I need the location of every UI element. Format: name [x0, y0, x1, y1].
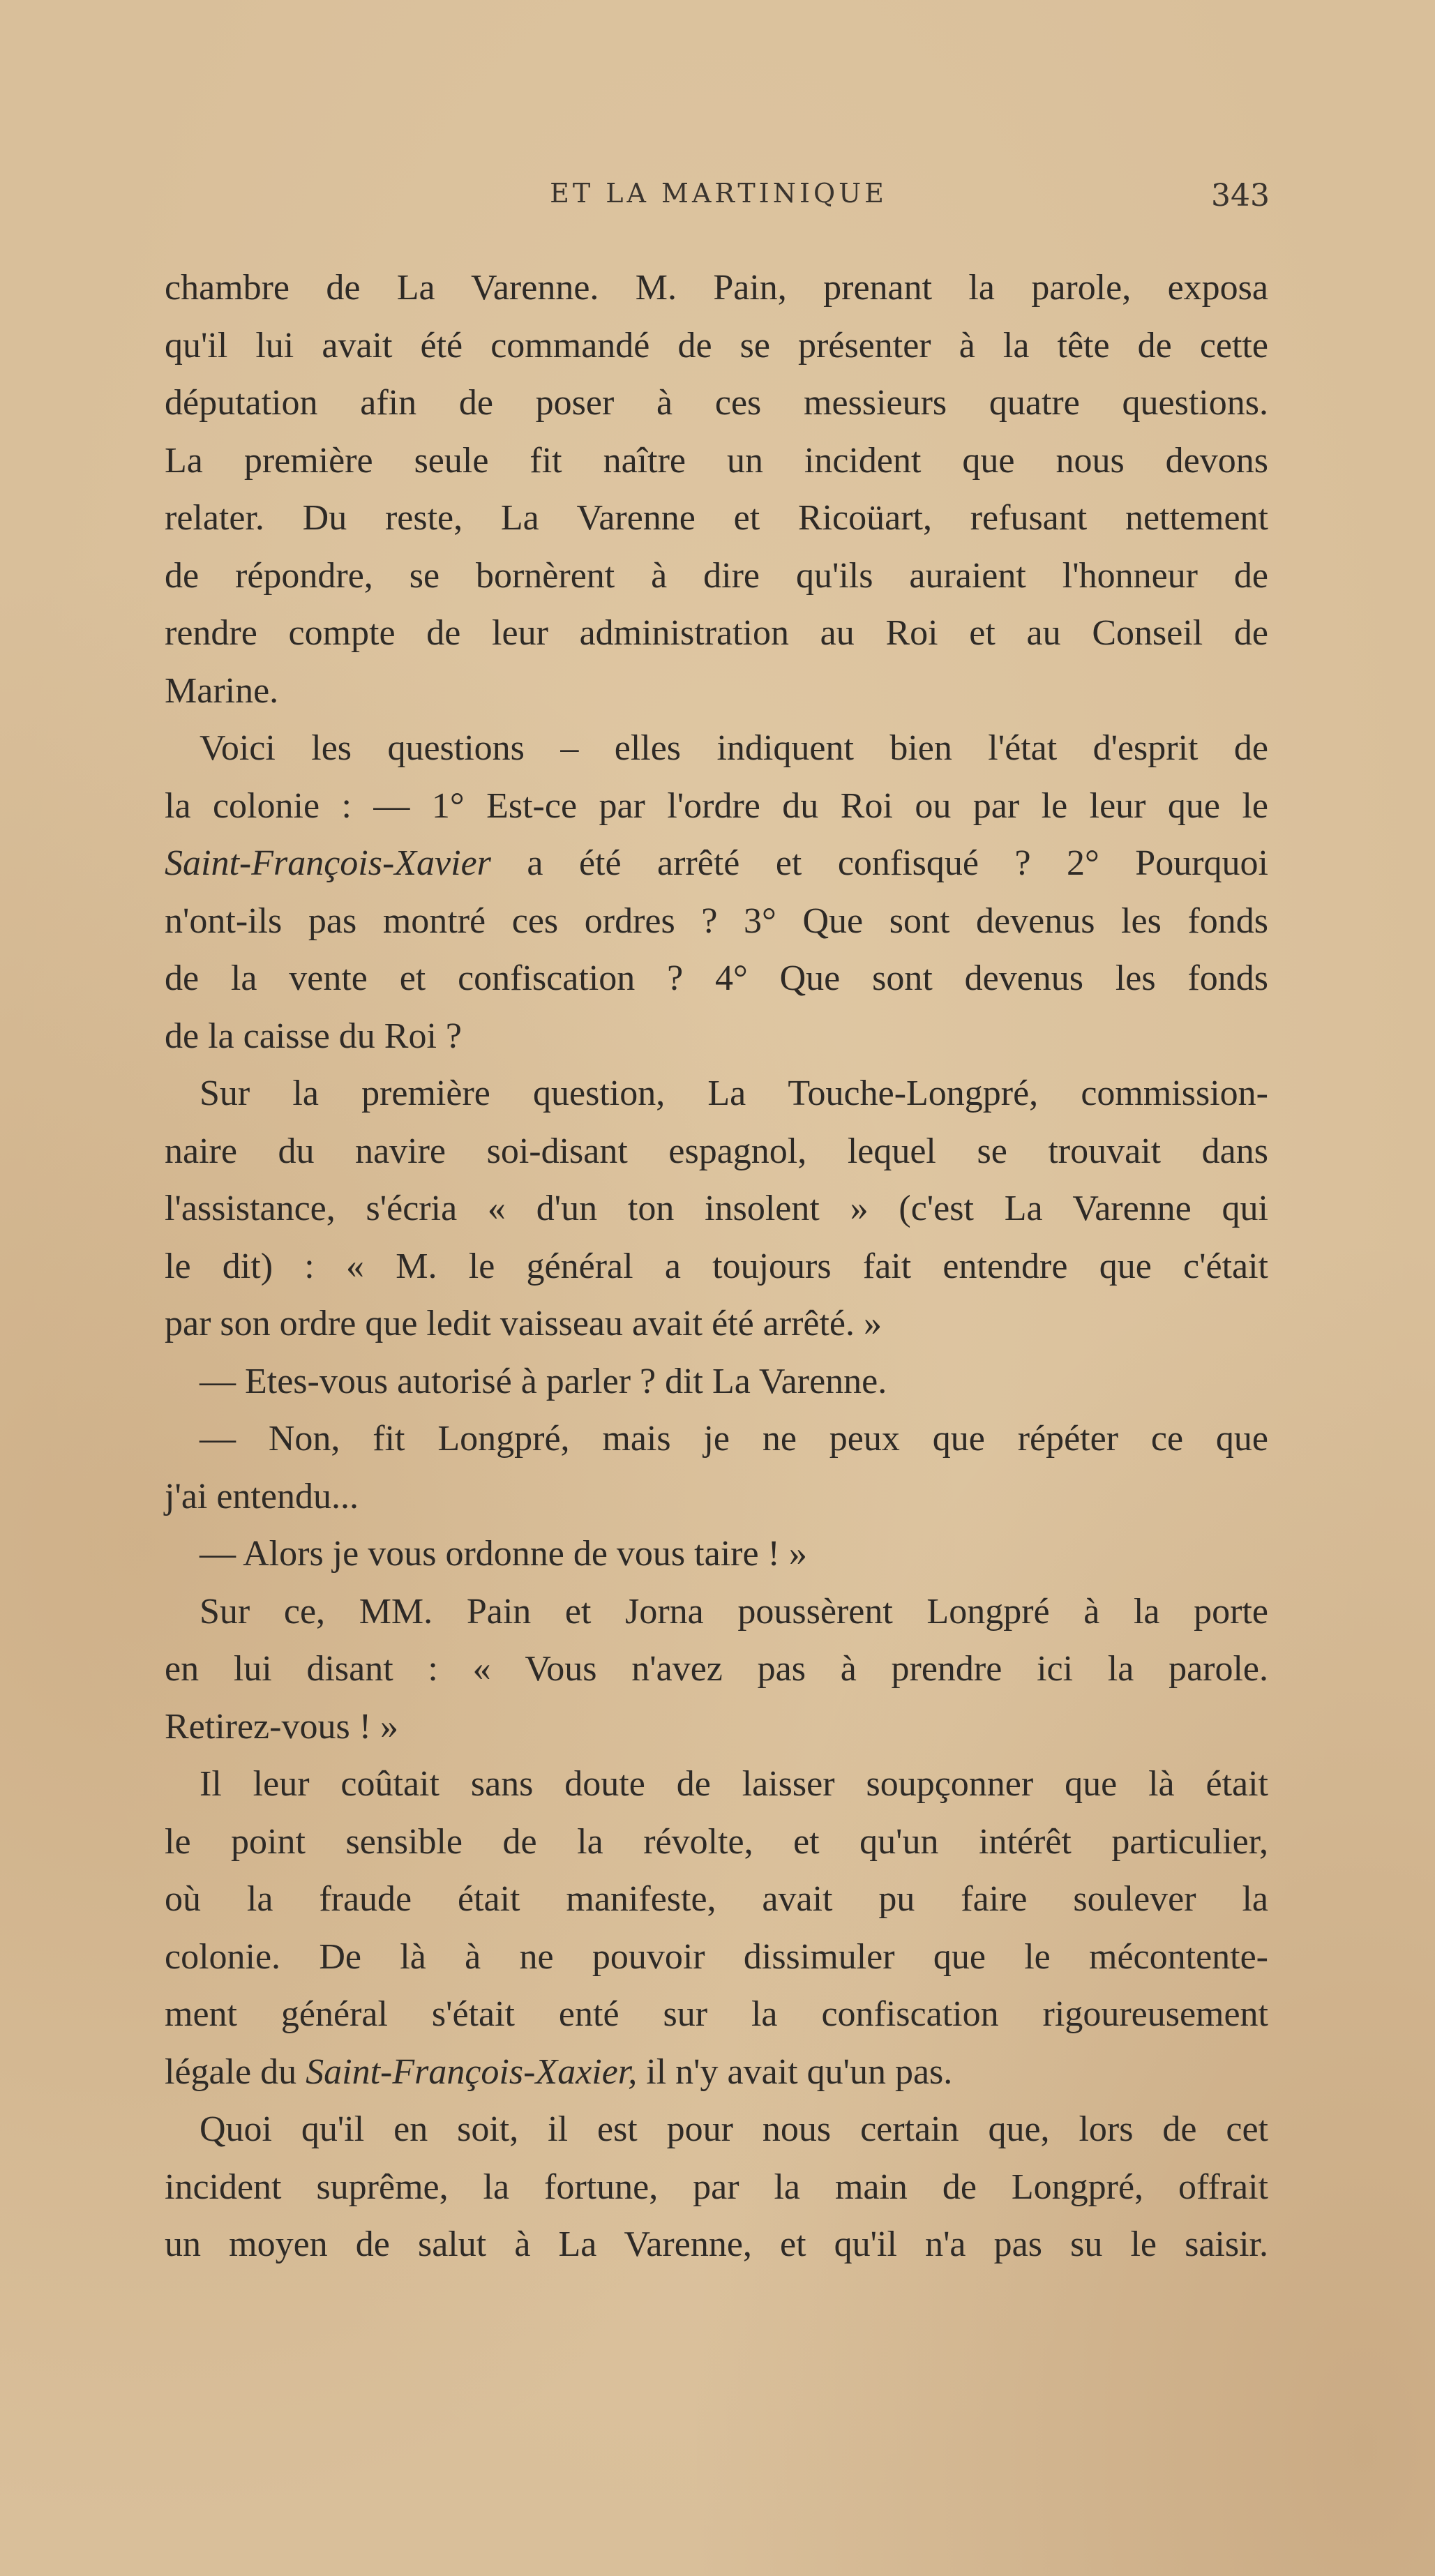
text-segment: colonie. De là à ne pouvoir dissimuler que le mécontente-: [165, 1936, 1268, 1977]
text-line: [165, 2159, 1268, 2217]
text-line: [165, 1929, 1268, 1987]
text-line: [165, 1065, 1268, 1123]
running-title: ET LA MARTINIQUE: [550, 178, 887, 209]
text-line: [165, 548, 1268, 605]
text-segment: qu'il lui avait été commandé de se présenter à la tête de cette: [165, 325, 1268, 366]
text-segment: de la caisse du Roi ?: [165, 1016, 462, 1056]
page-header: [167, 178, 1270, 220]
text-segment: par son ordre que ledit vaisseau avait été arrêté. »: [165, 1304, 882, 1343]
text-line: [165, 259, 1268, 317]
text-line: [165, 778, 1268, 836]
text-line: [165, 2044, 1268, 2102]
text-line: [165, 720, 1268, 778]
text-line: [165, 1526, 1268, 1583]
text-segment: incident suprême, la fortune, par la main de Longpré, offrait: [165, 2167, 1268, 2207]
text-line: [165, 893, 1268, 951]
text-segment: relater. Du reste, La Varenne et Ricoüart, refusant nettement: [165, 498, 1268, 538]
text-line: [165, 1986, 1268, 2044]
text-line: [165, 1410, 1268, 1468]
text-line: [165, 1641, 1268, 1698]
page-number: 343: [1211, 178, 1270, 213]
text-segment: Voici les questions – elles indiquent bien l'état d'esprit de: [200, 728, 1268, 768]
text-line: [165, 950, 1268, 1008]
text-segment: — Non, fit Longpré, mais je ne peux que répéter ce que: [200, 1419, 1268, 1459]
text-line: [165, 1871, 1268, 1929]
text-segment: n'ont-ils pas montré ces ordres ? 3° Que sont devenus les fonds: [165, 901, 1268, 941]
text-segment: La première seule fit naître un incident que nous devons: [165, 440, 1268, 481]
text-line: [165, 835, 1268, 893]
text-segment: l'assistance, s'écria « d'un ton insolent » (c'est La Varenne qui: [165, 1189, 1268, 1228]
text-segment: le dit) : « M. le général a toujours fait entendre que c'était: [165, 1246, 1268, 1286]
text-segment: naire du navire soi-disant espagnol, lequel se trouvait dans: [165, 1131, 1268, 1171]
body-text: [165, 259, 1268, 2274]
text-segment: rendre compte de leur administration au Roi et au Conseil de: [165, 613, 1268, 653]
text-line: [165, 663, 1268, 721]
text-segment: un moyen de salut à La Varenne, et qu'il n'a pas su le saisir.: [165, 2224, 1268, 2264]
text-line: [165, 1814, 1268, 1871]
text-line: [165, 1353, 1268, 1411]
text-line: [165, 1180, 1268, 1238]
text-segment: — Etes-vous autorisé à parler ? dit La Varenne.: [200, 1361, 887, 1401]
text-segment: la colonie : — 1° Est-ce par l'ordre du Roi ou par le leur que le: [165, 785, 1268, 826]
ship-name-italic: Saint-François-Xavier: [165, 843, 491, 883]
text-segment: de la vente et confiscation ? 4° Que sont devenus les fonds: [165, 958, 1268, 998]
text-segment: Il leur coûtait sans doute de laisser soupçonner que là était: [200, 1764, 1268, 1804]
text-segment: Sur la première question, La Touche-Longpré, commission-: [200, 1074, 1268, 1113]
text-line: [165, 605, 1268, 663]
ship-name-italic: Saint-François-Xaxier,: [306, 2051, 638, 2092]
text-line: [165, 490, 1268, 548]
text-segment: il n'y avait qu'un pas.: [637, 2051, 953, 2092]
text-line: [165, 375, 1268, 432]
text-line: [165, 317, 1268, 375]
text-segment: ment général s'était enté sur la confiscation rigoureusement: [165, 1994, 1268, 2034]
text-segment: le point sensible de la révolte, et qu'un intérêt particulier,: [165, 1821, 1268, 1862]
text-segment: a été arrêté et confisqué ? 2° Pourquoi: [490, 843, 1268, 883]
text-line: [165, 1583, 1268, 1641]
text-segment: chambre de La Varenne. M. Pain, prenant la parole, exposa: [165, 268, 1268, 308]
text-segment: Marine.: [165, 670, 279, 711]
text-line: [165, 1698, 1268, 1756]
text-segment: j'ai entendu...: [165, 1476, 359, 1516]
text-line: [165, 1123, 1268, 1181]
text-segment: députation afin de poser à ces messieurs quatre questions.: [165, 383, 1268, 423]
text-segment: — Alors je vous ordonne de vous taire ! »: [200, 1534, 807, 1574]
text-line: [165, 1295, 1268, 1353]
text-segment: Retirez-vous ! »: [165, 1706, 399, 1747]
text-line: [165, 432, 1268, 490]
text-segment: légale du: [165, 2051, 306, 2092]
text-segment: Quoi qu'il en soit, il est pour nous certain que, lors de cet: [200, 2109, 1268, 2149]
text-segment: en lui disant : « Vous n'avez pas à prendre ici la parole.: [165, 1649, 1268, 1689]
text-line: [165, 1756, 1268, 1814]
text-segment: Sur ce, MM. Pain et Jorna poussèrent Longpré à la porte: [200, 1591, 1268, 1632]
text-line: [165, 2216, 1268, 2274]
text-line: [165, 2101, 1268, 2159]
text-line: [165, 1468, 1268, 1526]
text-segment: de répondre, se bornèrent à dire qu'ils auraient l'honneur de: [165, 555, 1268, 596]
text-line: [165, 1008, 1268, 1066]
text-line: [165, 1238, 1268, 1296]
text-segment: où la fraude était manifeste, avait pu faire soulever la: [165, 1879, 1268, 1919]
